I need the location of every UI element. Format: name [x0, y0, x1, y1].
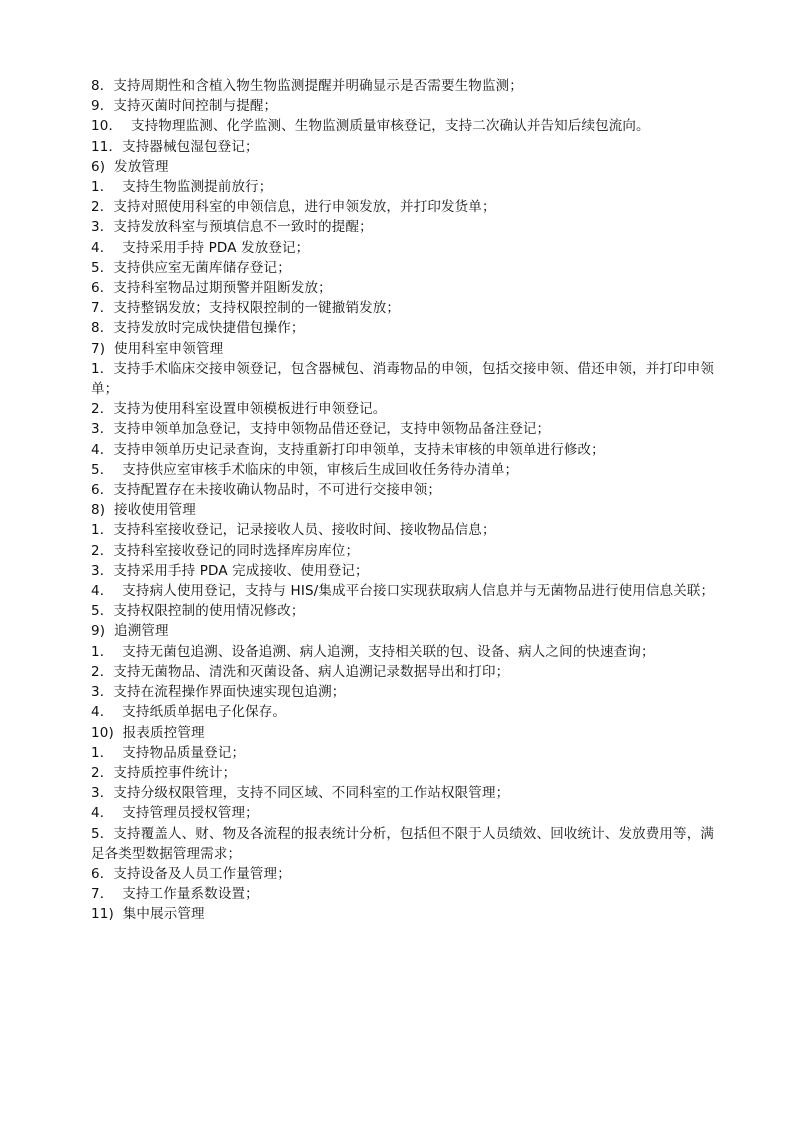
list-item: 5．支持供应室无菌库储存登记；	[91, 259, 291, 276]
list-item: 6．支持配置存在未接收确认物品时，不可进行交接申领；	[91, 482, 441, 499]
list-item: 11．支持器械包湿包登记；	[91, 138, 259, 155]
list-item: 2．支持无菌物品、清洗和灭菌设备、病人追溯记录数据导出和打印；	[91, 663, 510, 680]
list-item: 6．支持科室物品过期预警并阻断发放；	[91, 280, 332, 297]
list-item: 4． 支持采用手持 PDA 发放登记；	[91, 239, 310, 256]
list-item: 1． 支持无菌包追溯、设备追溯、病人追溯，支持相关联的包、设备、病人之间的快速查询；	[91, 643, 655, 660]
section-heading: 9) 追溯管理	[91, 623, 169, 640]
list-item: 7． 支持工作量系数设置；	[91, 886, 259, 903]
section-heading: 6) 发放管理	[91, 158, 169, 175]
list-item: 2．支持对照使用科室的申领信息，进行申领发放，并打印发货单；	[91, 199, 496, 216]
list-item: 8．支持周期性和含植入物生物监测提醒并明确显示是否需要生物监测；	[91, 78, 523, 94]
list-item: 3．支持申领单加急登记，支持申领物品借还登记，支持申领物品备注登记；	[91, 421, 551, 438]
list-item: 3．支持在流程操作界面快速实现包追溯；	[91, 684, 346, 701]
section-heading: 11) 集中展示管理	[91, 906, 205, 923]
list-item: 5．支持权限控制的使用情况修改；	[91, 603, 305, 620]
list-item: 1． 支持物品质量登记；	[91, 744, 246, 761]
list-item: 6．支持设备及人员工作量管理；	[91, 865, 291, 882]
list-item: 3．支持采用手持 PDA 完成接收、使用登记；	[91, 562, 369, 579]
section-heading: 8) 接收使用管理	[91, 502, 196, 519]
list-item: 1． 支持生物监测提前放行；	[91, 179, 273, 196]
section-heading: 7) 使用科室申领管理	[91, 340, 224, 357]
list-item: 5． 支持供应室审核手术临床的申领，审核后生成回收任务待办清单；	[91, 461, 519, 478]
list-item: 2．支持为使用科室设置申领模板进行申领登记。	[91, 401, 387, 418]
document-body	[91, 76, 723, 925]
list-item: 1．支持手术临床交接申领登记，包含器械包、消毒物品的申领，包括交接申领、借还申领，并打印申领单；	[91, 360, 714, 398]
list-item: 4． 支持病人使用登记，支持与 HIS/集成平台接口实现获取病人信息并与无菌物品进行使用信息关联；	[91, 583, 715, 600]
list-item: 1．支持科室接收登记，记录接收人员、接收时间、接收物品信息；	[91, 522, 496, 539]
list-item: 10． 支持物理监测、化学监测、生物监测质量审核登记，支持二次确认并告知后续包流向。	[91, 118, 650, 135]
list-item: 3．支持发放科室与预填信息不一致时的提醒；	[91, 219, 373, 236]
list-item: 4．支持申领单历史记录查询，支持重新打印申领单，支持未审核的申领单进行修改；	[91, 441, 605, 458]
section-heading: 10) 报表质控管理	[91, 724, 205, 741]
list-item: 4． 支持纸质单据电子化保存。	[91, 704, 287, 721]
list-item: 2．支持质控事件统计；	[91, 764, 237, 781]
list-item: 2．支持科室接收登记的同时选择库房库位；	[91, 542, 360, 559]
list-item: 7．支持整锅发放；支持权限控制的一键撤销发放；	[91, 300, 401, 317]
list-item: 4． 支持管理员授权管理；	[91, 805, 259, 822]
list-item: 5．支持覆盖人、财、物及各流程的报表统计分析，包括但不限于人员绩效、回收统计、发放费用等，满足各类型数据管理需求；	[91, 825, 714, 862]
list-item: 9．支持灭菌时间控制与提醒；	[91, 98, 278, 115]
list-item: 8．支持发放时完成快捷借包操作；	[91, 320, 305, 337]
list-item: 3．支持分级权限管理，支持不同区域、不同科室的工作站权限管理；	[91, 785, 510, 802]
